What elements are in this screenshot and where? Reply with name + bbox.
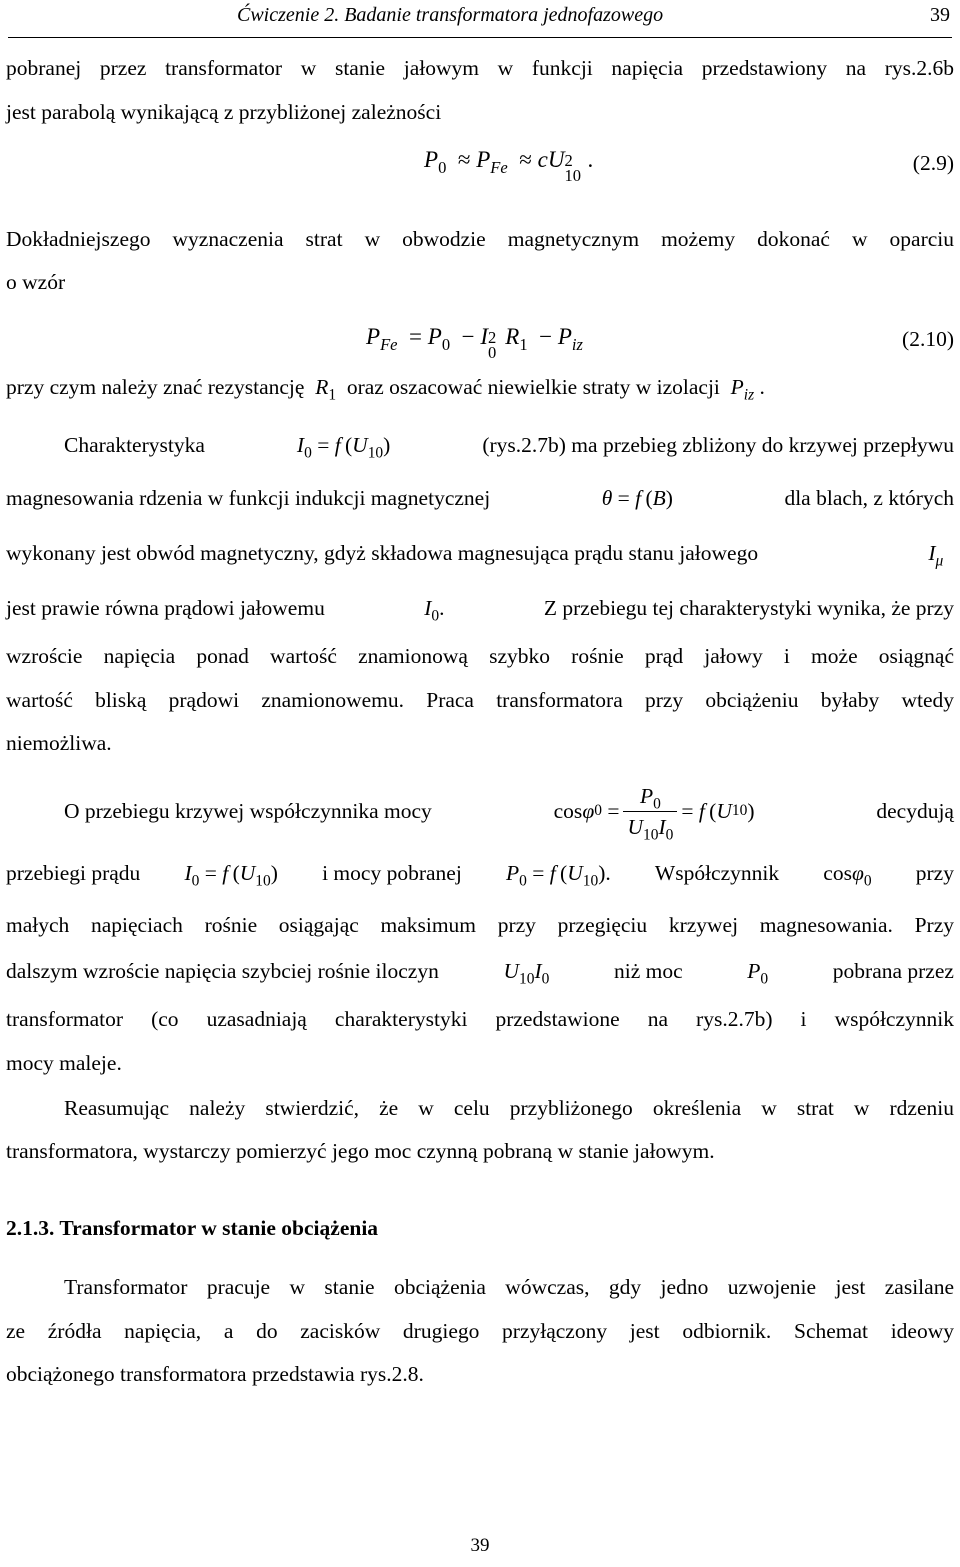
text-line: niemożliwa. <box>6 731 112 755</box>
formula-I-mu: $I_\mu$ <box>928 541 944 570</box>
text-line: jest prawie równa prądowi jałowemu $I_0$. Z przebiegu tej charakterystyki wynika, że przy <box>6 596 954 625</box>
text-line: ze źródła napięcia, a do zacisków drugiego przyłączony jest odbiornik. Schemat ideowy <box>6 1319 954 1343</box>
footer-page-number: 39 <box>470 1535 490 1556</box>
section-heading: 2.1.3. Transformator w stanie obciążenia <box>6 1216 379 1240</box>
equation-2-10: $P_{Fe} = P_0 - I$ 2 0 $R_1 - P_{iz}$ <box>366 324 583 363</box>
text-line: transformatora, wystarczy pomierzyć jego moc czynną pobraną w stanie jałowym. <box>6 1139 715 1163</box>
text-line: mocy maleje. <box>6 1051 122 1075</box>
text-line: o wzór <box>6 270 66 294</box>
text-line: przy czym należy znać rezystancję $R_1$ oraz oszacować niewielkie straty w izolacji $P_{iz}$ . <box>6 375 765 404</box>
equation-2-9: $P_0 \approx P_{Fe}$ ≈ cU 2 10 . <box>424 147 594 186</box>
text-line: Charakterystyka $I_0 = f$ $(U_{10})$ (rys.2.7b) ma przebieg zbliżony do krzywej przepływu <box>64 433 954 462</box>
text-line: O przebiegu krzywej współczynnika mocy cos φ 0 = $\frac{P_0}{U_{10}I_0}$ = f ( U 10 ) decydują <box>64 775 954 847</box>
text-line: jest parabolą wynikającą z przybliżonej zależności <box>6 100 442 124</box>
equation-number: (2.10) <box>902 327 954 351</box>
text-line: Reasumując należy stwierdzić, że w celu przybliżonego określenia w strat w rdzeniu <box>64 1096 954 1120</box>
formula-theta-fB: θ = f (B) <box>601 486 673 510</box>
header-page-number: 39 <box>930 4 950 26</box>
formula-power-factor: cos φ 0 = $\frac{P_0}{U_{10}I_0}$ = f ( U 10 ) <box>554 781 755 842</box>
text-line: Dokładniejszego wyznaczenia strat w obwodzie magnetycznym możemy dokonać w oparciu <box>6 227 954 251</box>
text-line: pobranej przez transformator w stanie jałowym w funkcji napięcia przedstawiony na rys.2.6b <box>6 56 954 80</box>
formula-I0: $I_0$. <box>424 596 445 625</box>
header-rule <box>8 37 952 38</box>
text-line: przebiegi prądu $I_0 = f$ $(U_{10})$ i mocy pobranej $P_0 = f$ $(U_{10})$. Współczynnik cosφ$_0$ przy <box>6 861 954 890</box>
page-header <box>0 4 960 32</box>
text-line: magnesowania rdzenia w funkcji indukcji magnetycznej θ = f (B) dla blach, z których <box>6 486 954 510</box>
equation-number: (2.9) <box>912 151 954 175</box>
text-line: dalszym wzroście napięcia szybciej rośnie iloczyn $U_{10}I_0$ niż moc $P_0$ pobrana przez <box>6 959 954 988</box>
text-line: małych napięciach rośnie osiągając maksimum przy przegięciu krzywej magnesowania. Przy <box>6 913 954 937</box>
fraction: $\frac{P_0}{U_{10}I_0}$ <box>623 781 677 842</box>
running-title: Ćwiczenie 2. Badanie transformatora jednofazowego <box>237 4 664 26</box>
text-line: obciążonego transformatora przedstawia rys.2.8. <box>6 1362 424 1386</box>
text-line: wartość bliską prądowi znamionowemu. Praca transformatora przy obciążeniu byłaby wtedy <box>6 688 954 712</box>
formula-I0-fU10: $I_0 = f$ $(U_{10})$ <box>296 433 391 462</box>
text-line: wykonany jest obwód magnetyczny, gdyż składowa magnesująca prądu stanu jałowego $I_\mu$ <box>6 539 954 567</box>
text-line: wzroście napięcia ponad wartość znamionową szybko rośnie prąd jałowy i może osiągnąć <box>6 644 954 668</box>
text-line: transformator (co uzasadniają charakterystyki przedstawione na rys.2.7b) i współczynnik <box>6 1007 954 1031</box>
text-line: Transformator pracuje w stanie obciążenia wówczas, gdy jedno uzwojenie jest zasilane <box>64 1275 954 1299</box>
